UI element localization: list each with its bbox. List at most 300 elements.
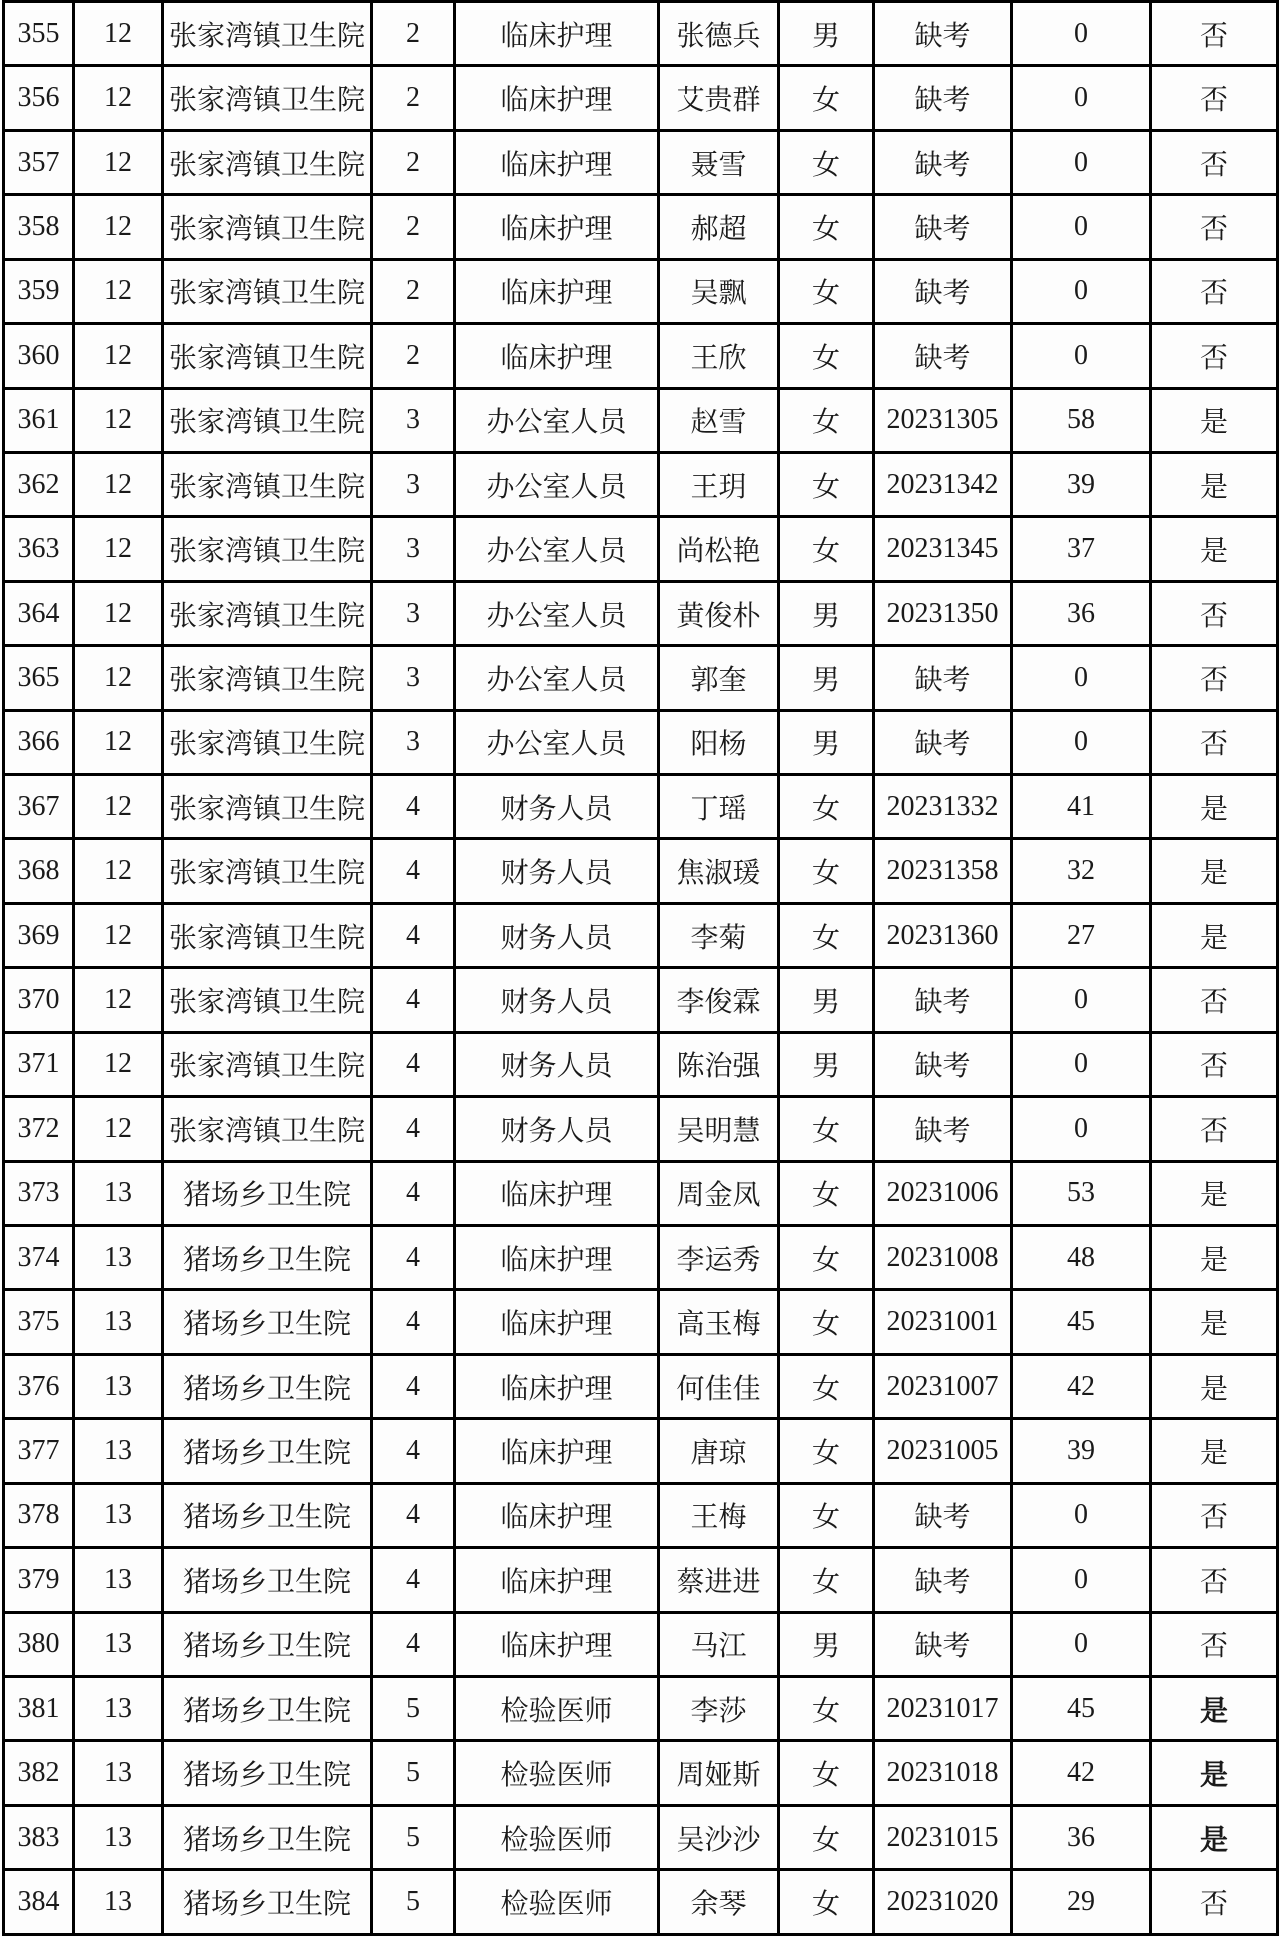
cell-post-code: 2: [372, 259, 455, 323]
cell-candidate-name: 吴沙沙: [659, 1805, 779, 1869]
cell-post-code: 4: [372, 1483, 455, 1547]
cell-gender: 男: [779, 1612, 874, 1676]
cell-qualified: 是: [1151, 388, 1278, 452]
cell-qualified: 否: [1151, 195, 1278, 259]
table-row: [4, 130, 1278, 194]
table-row: [4, 1870, 1278, 1935]
cell-unit-code: 13: [74, 1226, 163, 1290]
cell-candidate-name: 马江: [659, 1612, 779, 1676]
cell-score: 0: [1012, 259, 1151, 323]
cell-row-number: 359: [4, 259, 74, 323]
cell-gender: 女: [779, 1870, 874, 1935]
cell-unit-name: 猪场乡卫生院: [163, 1741, 372, 1805]
cell-candidate-name: 何佳佳: [659, 1354, 779, 1418]
cell-post-code: 3: [372, 581, 455, 645]
cell-exam-number: 缺考: [874, 130, 1012, 194]
cell-unit-code: 13: [74, 1805, 163, 1869]
cell-unit-name: 张家湾镇卫生院: [163, 517, 372, 581]
table-row: [4, 646, 1278, 710]
cell-score: 0: [1012, 1548, 1151, 1612]
table-row: [4, 968, 1278, 1032]
cell-post-name: 临床护理: [455, 1548, 659, 1612]
cell-qualified: 是: [1151, 1226, 1278, 1290]
cell-post-code: 3: [372, 388, 455, 452]
table-row: [4, 1548, 1278, 1612]
cell-row-number: 381: [4, 1676, 74, 1740]
cell-post-code: 5: [372, 1741, 455, 1805]
cell-score: 39: [1012, 452, 1151, 516]
cell-row-number: 373: [4, 1161, 74, 1225]
cell-unit-name: 张家湾镇卫生院: [163, 452, 372, 516]
cell-unit-code: 12: [74, 388, 163, 452]
cell-row-number: 358: [4, 195, 74, 259]
cell-candidate-name: 李俊霖: [659, 968, 779, 1032]
cell-score: 0: [1012, 968, 1151, 1032]
cell-score: 58: [1012, 388, 1151, 452]
cell-unit-name: 猪场乡卫生院: [163, 1290, 372, 1354]
cell-post-name: 临床护理: [455, 259, 659, 323]
cell-row-number: 364: [4, 581, 74, 645]
cell-post-name: 临床护理: [455, 1354, 659, 1418]
cell-score: 0: [1012, 1612, 1151, 1676]
cell-post-name: 办公室人员: [455, 710, 659, 774]
cell-unit-code: 13: [74, 1354, 163, 1418]
cell-post-name: 临床护理: [455, 1483, 659, 1547]
cell-score: 0: [1012, 646, 1151, 710]
cell-gender: 女: [779, 130, 874, 194]
cell-exam-number: 缺考: [874, 968, 1012, 1032]
table-row: [4, 1805, 1278, 1869]
cell-post-name: 临床护理: [455, 130, 659, 194]
cell-unit-code: 13: [74, 1548, 163, 1612]
cell-gender: 女: [779, 839, 874, 903]
cell-exam-number: 20231358: [874, 839, 1012, 903]
cell-unit-code: 12: [74, 581, 163, 645]
cell-gender: 女: [779, 1483, 874, 1547]
cell-qualified: 否: [1151, 581, 1278, 645]
cell-row-number: 376: [4, 1354, 74, 1418]
cell-candidate-name: 高玉梅: [659, 1290, 779, 1354]
cell-row-number: 369: [4, 903, 74, 967]
cell-gender: 女: [779, 1226, 874, 1290]
cell-post-name: 财务人员: [455, 1097, 659, 1161]
cell-exam-number: 缺考: [874, 195, 1012, 259]
cell-gender: 男: [779, 968, 874, 1032]
cell-unit-code: 13: [74, 1290, 163, 1354]
cell-candidate-name: 黄俊朴: [659, 581, 779, 645]
table-row: [4, 1161, 1278, 1225]
cell-post-code: 4: [372, 903, 455, 967]
cell-post-name: 临床护理: [455, 195, 659, 259]
cell-gender: 女: [779, 1290, 874, 1354]
cell-candidate-name: 王梅: [659, 1483, 779, 1547]
cell-unit-code: 12: [74, 968, 163, 1032]
cell-post-name: 临床护理: [455, 1290, 659, 1354]
cell-post-name: 临床护理: [455, 2, 659, 66]
cell-score: 37: [1012, 517, 1151, 581]
cell-post-name: 办公室人员: [455, 388, 659, 452]
table-row: [4, 1226, 1278, 1290]
table-row: [4, 324, 1278, 388]
cell-candidate-name: 聂雪: [659, 130, 779, 194]
cell-exam-number: 缺考: [874, 1548, 1012, 1612]
cell-score: 0: [1012, 66, 1151, 130]
cell-exam-number: 20231008: [874, 1226, 1012, 1290]
cell-candidate-name: 李莎: [659, 1676, 779, 1740]
table-row: [4, 388, 1278, 452]
cell-candidate-name: 周金凤: [659, 1161, 779, 1225]
cell-qualified: 否: [1151, 130, 1278, 194]
table-row: [4, 1741, 1278, 1805]
cell-row-number: 371: [4, 1032, 74, 1096]
cell-gender: 女: [779, 66, 874, 130]
cell-unit-name: 张家湾镇卫生院: [163, 1032, 372, 1096]
cell-exam-number: 缺考: [874, 259, 1012, 323]
table-row: [4, 1483, 1278, 1547]
cell-unit-name: 猪场乡卫生院: [163, 1161, 372, 1225]
cell-score: 48: [1012, 1226, 1151, 1290]
cell-unit-name: 张家湾镇卫生院: [163, 1097, 372, 1161]
cell-post-name: 临床护理: [455, 1612, 659, 1676]
cell-unit-code: 12: [74, 2, 163, 66]
cell-unit-code: 13: [74, 1483, 163, 1547]
table-row: [4, 1419, 1278, 1483]
cell-qualified: 是: [1151, 1290, 1278, 1354]
cell-gender: 男: [779, 646, 874, 710]
cell-post-name: 检验医师: [455, 1870, 659, 1935]
cell-row-number: 361: [4, 388, 74, 452]
cell-score: 36: [1012, 581, 1151, 645]
cell-row-number: 374: [4, 1226, 74, 1290]
cell-post-code: 5: [372, 1805, 455, 1869]
cell-qualified: 是: [1151, 1161, 1278, 1225]
cell-unit-name: 张家湾镇卫生院: [163, 968, 372, 1032]
cell-gender: 男: [779, 581, 874, 645]
cell-exam-number: 20231345: [874, 517, 1012, 581]
cell-row-number: 355: [4, 2, 74, 66]
cell-unit-code: 12: [74, 517, 163, 581]
cell-unit-code: 12: [74, 903, 163, 967]
cell-qualified: 是: [1151, 1419, 1278, 1483]
cell-gender: 女: [779, 517, 874, 581]
cell-qualified: 否: [1151, 1097, 1278, 1161]
cell-unit-name: 张家湾镇卫生院: [163, 646, 372, 710]
cell-gender: 女: [779, 1805, 874, 1869]
cell-gender: 女: [779, 1097, 874, 1161]
cell-unit-name: 猪场乡卫生院: [163, 1548, 372, 1612]
cell-row-number: 380: [4, 1612, 74, 1676]
cell-post-code: 3: [372, 710, 455, 774]
cell-score: 0: [1012, 710, 1151, 774]
cell-gender: 女: [779, 1419, 874, 1483]
cell-candidate-name: 吴飘: [659, 259, 779, 323]
cell-candidate-name: 张德兵: [659, 2, 779, 66]
results-table-body: [4, 2, 1278, 1935]
cell-post-code: 3: [372, 646, 455, 710]
table-row: [4, 903, 1278, 967]
cell-post-code: 4: [372, 1354, 455, 1418]
cell-unit-name: 张家湾镇卫生院: [163, 581, 372, 645]
cell-unit-name: 猪场乡卫生院: [163, 1483, 372, 1547]
cell-exam-number: 20231332: [874, 775, 1012, 839]
cell-candidate-name: 郭奎: [659, 646, 779, 710]
cell-qualified: 是: [1151, 452, 1278, 516]
cell-exam-number: 20231006: [874, 1161, 1012, 1225]
cell-candidate-name: 王欣: [659, 324, 779, 388]
cell-candidate-name: 赵雪: [659, 388, 779, 452]
cell-exam-number: 缺考: [874, 646, 1012, 710]
cell-post-name: 办公室人员: [455, 517, 659, 581]
cell-exam-number: 20231005: [874, 1419, 1012, 1483]
table-row: [4, 1097, 1278, 1161]
cell-post-name: 检验医师: [455, 1676, 659, 1740]
cell-unit-name: 猪场乡卫生院: [163, 1870, 372, 1935]
cell-unit-name: 猪场乡卫生院: [163, 1226, 372, 1290]
cell-qualified: 是: [1151, 1805, 1278, 1869]
cell-qualified: 否: [1151, 968, 1278, 1032]
cell-post-name: 检验医师: [455, 1805, 659, 1869]
cell-unit-code: 12: [74, 66, 163, 130]
cell-post-name: 临床护理: [455, 1226, 659, 1290]
cell-qualified: 否: [1151, 710, 1278, 774]
table-row: [4, 259, 1278, 323]
cell-score: 0: [1012, 1032, 1151, 1096]
cell-post-name: 财务人员: [455, 968, 659, 1032]
cell-row-number: 357: [4, 130, 74, 194]
cell-row-number: 356: [4, 66, 74, 130]
cell-qualified: 否: [1151, 324, 1278, 388]
cell-post-code: 4: [372, 1548, 455, 1612]
cell-exam-number: 20231007: [874, 1354, 1012, 1418]
cell-gender: 女: [779, 324, 874, 388]
cell-score: 45: [1012, 1676, 1151, 1740]
cell-row-number: 366: [4, 710, 74, 774]
table-row: [4, 1676, 1278, 1740]
cell-unit-name: 张家湾镇卫生院: [163, 66, 372, 130]
cell-score: 53: [1012, 1161, 1151, 1225]
cell-row-number: 365: [4, 646, 74, 710]
cell-gender: 女: [779, 1548, 874, 1612]
cell-candidate-name: 李菊: [659, 903, 779, 967]
cell-exam-number: 20231350: [874, 581, 1012, 645]
cell-exam-number: 缺考: [874, 324, 1012, 388]
cell-post-code: 4: [372, 1226, 455, 1290]
cell-exam-number: 缺考: [874, 66, 1012, 130]
cell-qualified: 否: [1151, 1032, 1278, 1096]
cell-row-number: 383: [4, 1805, 74, 1869]
cell-unit-name: 张家湾镇卫生院: [163, 839, 372, 903]
cell-unit-code: 12: [74, 259, 163, 323]
cell-exam-number: 20231020: [874, 1870, 1012, 1935]
cell-post-name: 检验医师: [455, 1741, 659, 1805]
cell-exam-number: 缺考: [874, 1612, 1012, 1676]
cell-post-code: 3: [372, 452, 455, 516]
cell-post-code: 4: [372, 839, 455, 903]
cell-post-name: 临床护理: [455, 66, 659, 130]
cell-unit-name: 猪场乡卫生院: [163, 1805, 372, 1869]
cell-post-name: 临床护理: [455, 324, 659, 388]
cell-exam-number: 20231360: [874, 903, 1012, 967]
table-row: [4, 710, 1278, 774]
table-row: [4, 2, 1278, 66]
cell-qualified: 是: [1151, 1741, 1278, 1805]
table-row: [4, 517, 1278, 581]
cell-unit-code: 12: [74, 710, 163, 774]
table-row: [4, 452, 1278, 516]
cell-exam-number: 缺考: [874, 1097, 1012, 1161]
cell-candidate-name: 周娅斯: [659, 1741, 779, 1805]
cell-row-number: 377: [4, 1419, 74, 1483]
cell-qualified: 否: [1151, 1483, 1278, 1547]
cell-qualified: 否: [1151, 259, 1278, 323]
cell-gender: 女: [779, 775, 874, 839]
cell-post-code: 2: [372, 66, 455, 130]
cell-exam-number: 缺考: [874, 1483, 1012, 1547]
table-row: [4, 839, 1278, 903]
cell-post-code: 4: [372, 1612, 455, 1676]
cell-unit-code: 12: [74, 1097, 163, 1161]
cell-score: 29: [1012, 1870, 1151, 1935]
cell-qualified: 是: [1151, 839, 1278, 903]
cell-qualified: 否: [1151, 1548, 1278, 1612]
cell-exam-number: 20231015: [874, 1805, 1012, 1869]
cell-post-code: 4: [372, 1161, 455, 1225]
cell-gender: 女: [779, 1741, 874, 1805]
cell-unit-code: 13: [74, 1676, 163, 1740]
cell-unit-code: 12: [74, 839, 163, 903]
cell-post-code: 4: [372, 1290, 455, 1354]
cell-score: 32: [1012, 839, 1151, 903]
cell-qualified: 否: [1151, 1612, 1278, 1676]
cell-candidate-name: 艾贵群: [659, 66, 779, 130]
table-row: [4, 1612, 1278, 1676]
cell-exam-number: 20231018: [874, 1741, 1012, 1805]
cell-candidate-name: 王玥: [659, 452, 779, 516]
table-row: [4, 1354, 1278, 1418]
cell-row-number: 372: [4, 1097, 74, 1161]
cell-unit-name: 张家湾镇卫生院: [163, 195, 372, 259]
cell-post-name: 办公室人员: [455, 452, 659, 516]
cell-gender: 男: [779, 710, 874, 774]
cell-unit-code: 13: [74, 1741, 163, 1805]
cell-gender: 男: [779, 1032, 874, 1096]
cell-unit-code: 12: [74, 324, 163, 388]
table-row: [4, 195, 1278, 259]
cell-gender: 女: [779, 1676, 874, 1740]
cell-row-number: 384: [4, 1870, 74, 1935]
cell-candidate-name: 丁瑶: [659, 775, 779, 839]
cell-qualified: 是: [1151, 903, 1278, 967]
cell-score: 0: [1012, 1483, 1151, 1547]
cell-qualified: 否: [1151, 2, 1278, 66]
cell-unit-code: 13: [74, 1870, 163, 1935]
cell-row-number: 375: [4, 1290, 74, 1354]
cell-exam-number: 20231342: [874, 452, 1012, 516]
cell-gender: 女: [779, 1161, 874, 1225]
cell-gender: 男: [779, 2, 874, 66]
cell-candidate-name: 唐琼: [659, 1419, 779, 1483]
cell-qualified: 否: [1151, 66, 1278, 130]
cell-candidate-name: 蔡进进: [659, 1548, 779, 1612]
cell-row-number: 379: [4, 1548, 74, 1612]
cell-score: 0: [1012, 195, 1151, 259]
cell-post-code: 3: [372, 517, 455, 581]
cell-unit-name: 猪场乡卫生院: [163, 1612, 372, 1676]
cell-unit-name: 张家湾镇卫生院: [163, 775, 372, 839]
cell-exam-number: 20231001: [874, 1290, 1012, 1354]
cell-score: 36: [1012, 1805, 1151, 1869]
cell-exam-number: 缺考: [874, 1032, 1012, 1096]
cell-gender: 女: [779, 195, 874, 259]
cell-gender: 女: [779, 903, 874, 967]
cell-row-number: 382: [4, 1741, 74, 1805]
cell-unit-code: 12: [74, 775, 163, 839]
cell-score: 0: [1012, 2, 1151, 66]
cell-unit-name: 猪场乡卫生院: [163, 1676, 372, 1740]
cell-unit-code: 12: [74, 452, 163, 516]
table-row: [4, 1032, 1278, 1096]
results-table: [2, 0, 1279, 1936]
cell-post-name: 财务人员: [455, 903, 659, 967]
cell-post-name: 财务人员: [455, 1032, 659, 1096]
cell-candidate-name: 郝超: [659, 195, 779, 259]
cell-row-number: 378: [4, 1483, 74, 1547]
cell-gender: 女: [779, 388, 874, 452]
cell-unit-name: 猪场乡卫生院: [163, 1419, 372, 1483]
cell-unit-code: 12: [74, 195, 163, 259]
cell-post-name: 财务人员: [455, 775, 659, 839]
cell-qualified: 是: [1151, 517, 1278, 581]
cell-score: 41: [1012, 775, 1151, 839]
cell-unit-code: 13: [74, 1419, 163, 1483]
cell-post-code: 2: [372, 130, 455, 194]
cell-row-number: 367: [4, 775, 74, 839]
cell-row-number: 360: [4, 324, 74, 388]
cell-post-name: 财务人员: [455, 839, 659, 903]
table-row: [4, 581, 1278, 645]
cell-unit-name: 张家湾镇卫生院: [163, 324, 372, 388]
table-row: [4, 775, 1278, 839]
cell-score: 42: [1012, 1741, 1151, 1805]
cell-unit-name: 张家湾镇卫生院: [163, 130, 372, 194]
cell-unit-name: 张家湾镇卫生院: [163, 2, 372, 66]
cell-gender: 女: [779, 452, 874, 516]
cell-post-code: 4: [372, 1419, 455, 1483]
cell-post-code: 2: [372, 2, 455, 66]
cell-exam-number: 20231017: [874, 1676, 1012, 1740]
cell-exam-number: 缺考: [874, 710, 1012, 774]
cell-exam-number: 缺考: [874, 2, 1012, 66]
cell-unit-name: 张家湾镇卫生院: [163, 903, 372, 967]
cell-qualified: 是: [1151, 1354, 1278, 1418]
cell-gender: 女: [779, 1354, 874, 1418]
cell-post-code: 2: [372, 195, 455, 259]
cell-candidate-name: 吴明慧: [659, 1097, 779, 1161]
cell-row-number: 368: [4, 839, 74, 903]
cell-post-name: 办公室人员: [455, 646, 659, 710]
cell-qualified: 否: [1151, 1870, 1278, 1935]
cell-score: 45: [1012, 1290, 1151, 1354]
cell-score: 0: [1012, 1097, 1151, 1161]
table-row: [4, 1290, 1278, 1354]
cell-candidate-name: 阳杨: [659, 710, 779, 774]
cell-post-code: 5: [372, 1870, 455, 1935]
cell-post-name: 临床护理: [455, 1161, 659, 1225]
cell-unit-code: 13: [74, 1612, 163, 1676]
cell-qualified: 是: [1151, 775, 1278, 839]
cell-row-number: 362: [4, 452, 74, 516]
cell-post-code: 2: [372, 324, 455, 388]
